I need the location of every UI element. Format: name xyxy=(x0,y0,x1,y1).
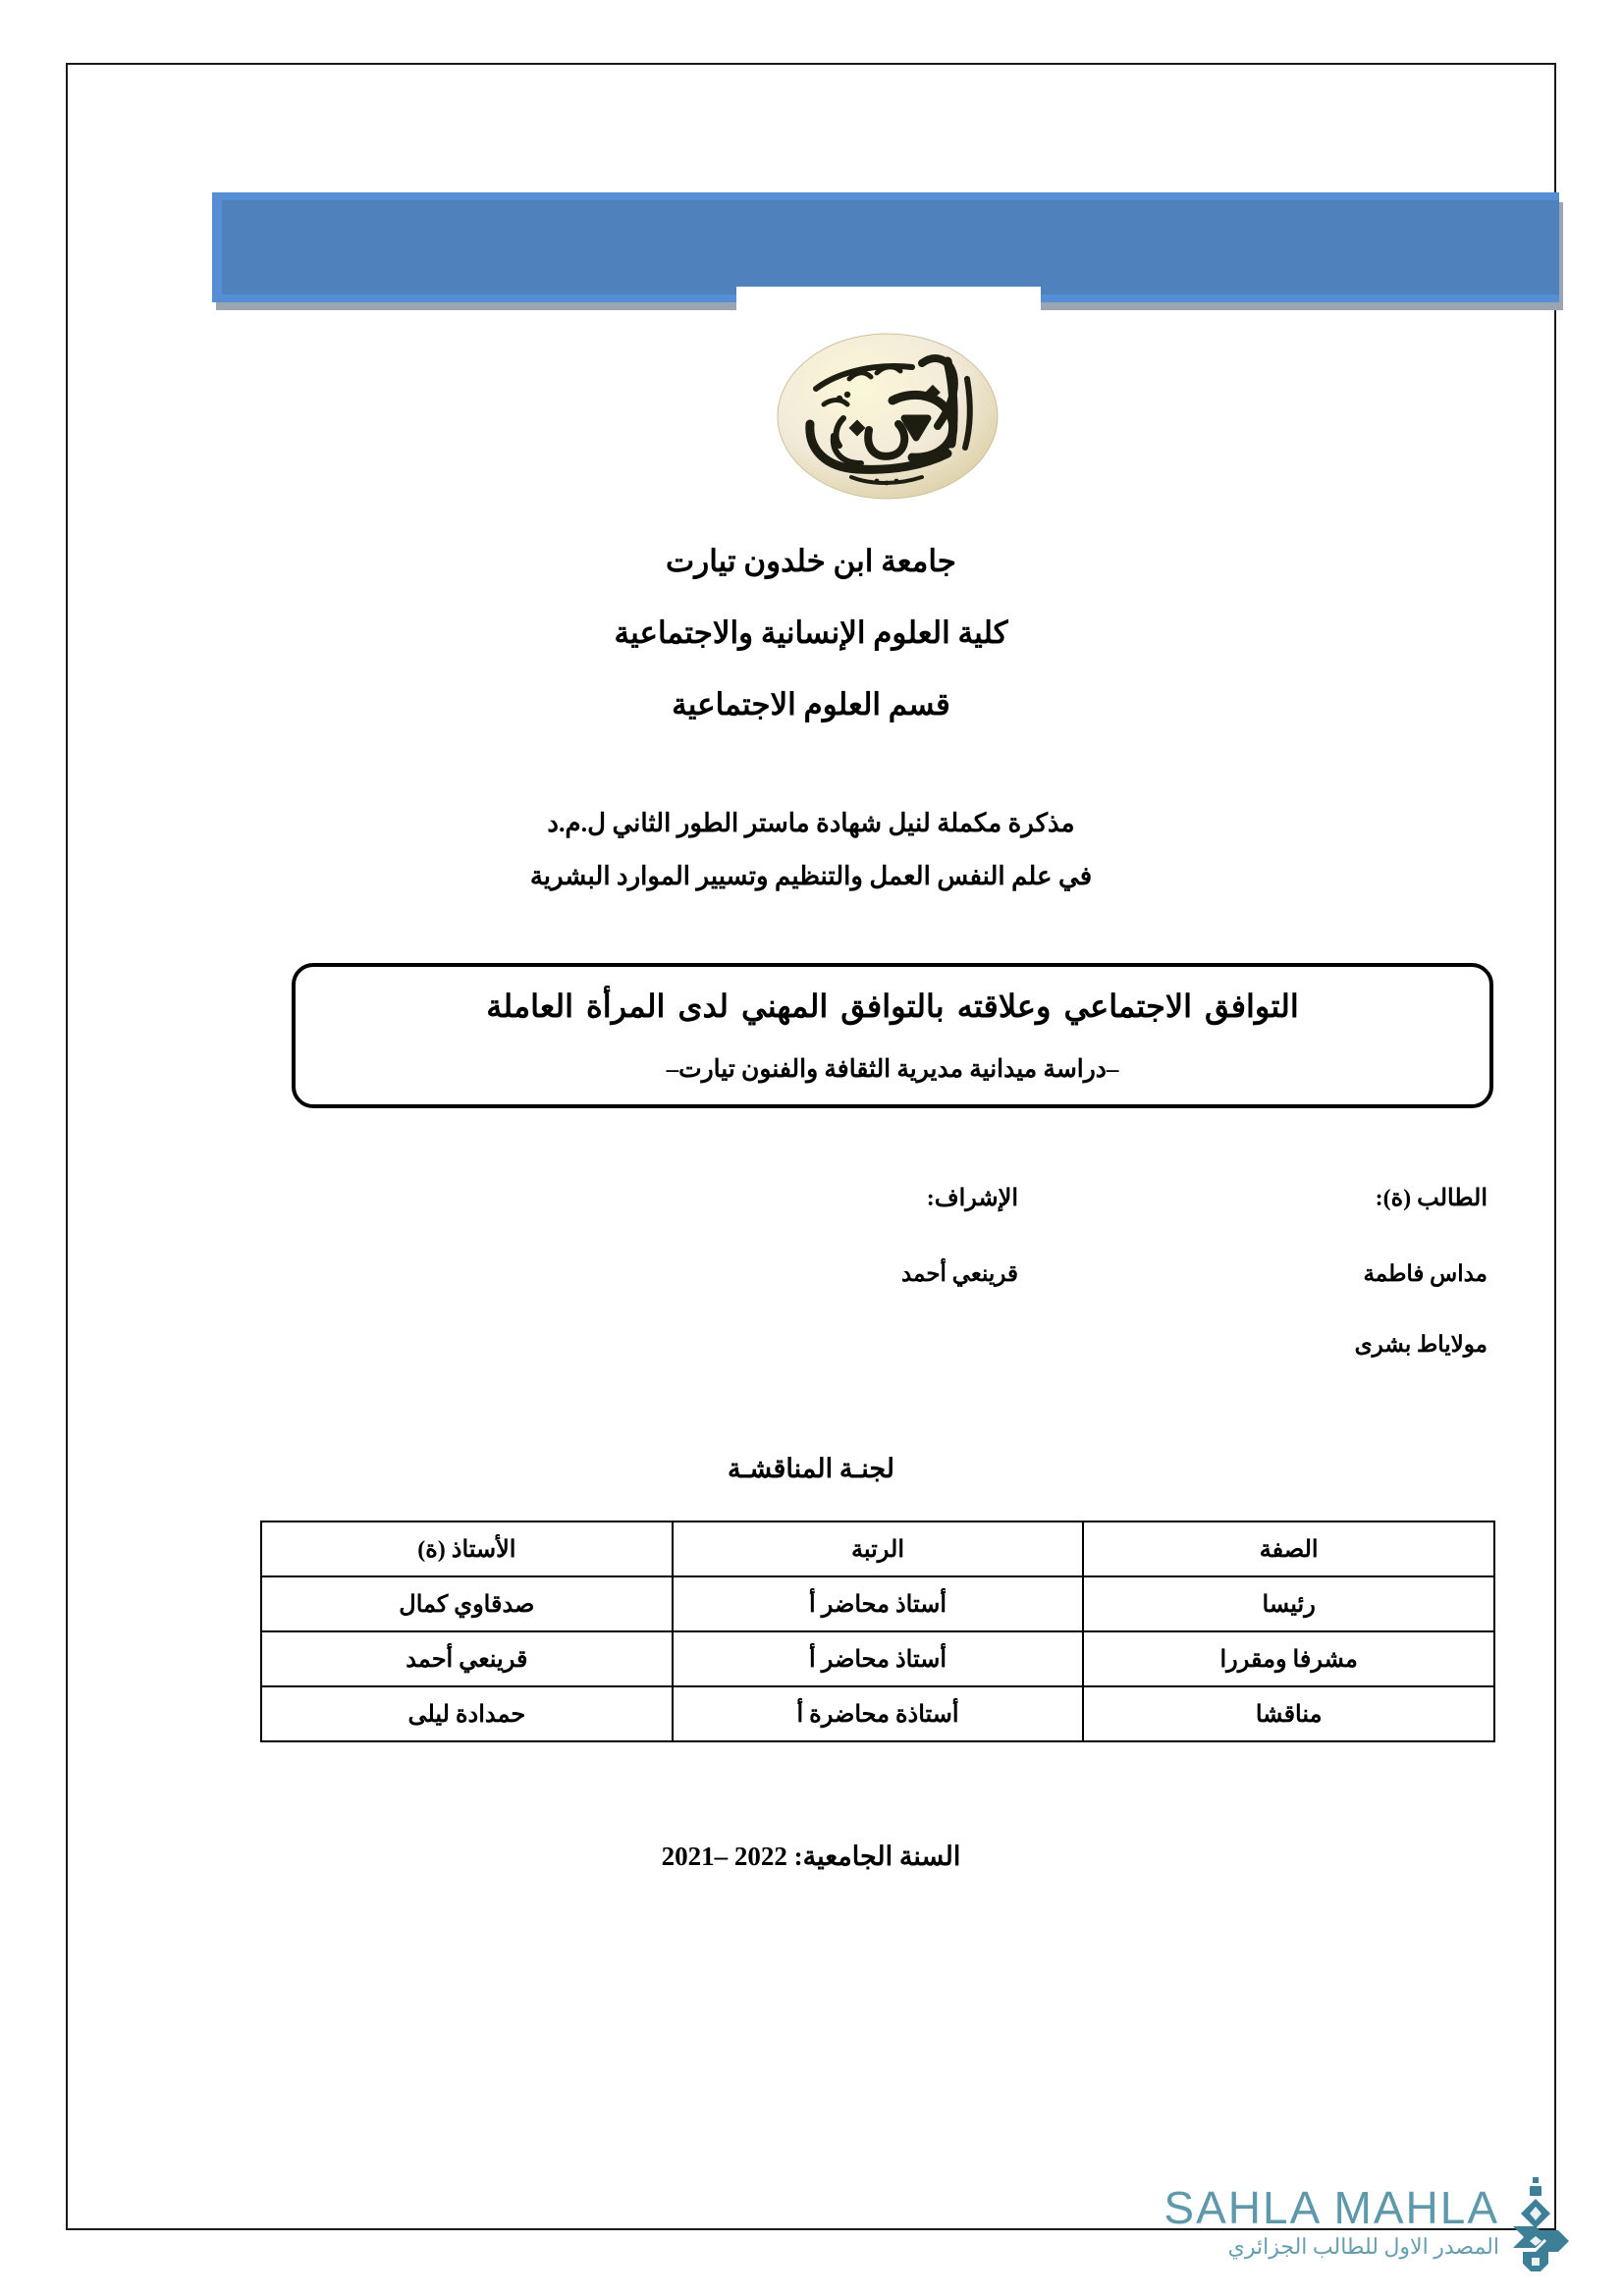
column-header-rank: الرتبة xyxy=(673,1522,1084,1576)
thesis-subtitle: –دراسة ميدانية مديرية الثقافة والفنون تيارت– xyxy=(666,1056,1119,1083)
cell-role: مناقشا xyxy=(1083,1686,1494,1741)
column-header-professor: الأستاذ (ة) xyxy=(261,1522,673,1576)
university-seal-icon xyxy=(745,310,1030,521)
table-row xyxy=(261,1631,1494,1686)
authors-section xyxy=(292,1184,1493,1380)
watermark-brand: SAHLA MAHLA xyxy=(1163,2182,1499,2233)
student-column xyxy=(983,1184,1493,1403)
supervisor-label: الإشراف: xyxy=(926,1186,1018,1211)
cell-role: مشرفا ومقررا xyxy=(1083,1631,1494,1686)
degree-line-1: مذكرة مكملة لنيل شهادة ماستر الطور الثاني ل.م.د xyxy=(547,809,1075,837)
supervisor-name-1: قرينعي أحمد xyxy=(900,1261,1018,1286)
department-name: قسم العلوم الاجتماعية xyxy=(672,687,950,721)
cell-rank: أستاذ محاضر أ xyxy=(673,1576,1084,1631)
student-name-1: مداس فاطمة xyxy=(1363,1261,1488,1286)
cell-professor: قرينعي أحمد xyxy=(261,1631,673,1686)
student-name-2: مولاياط بشرى xyxy=(1354,1332,1488,1357)
table-header-row xyxy=(261,1522,1494,1576)
institution-heading xyxy=(68,546,1554,761)
table-row xyxy=(261,1686,1494,1741)
column-header-role: الصفة xyxy=(1083,1522,1494,1576)
thesis-title-box xyxy=(292,963,1493,1108)
sahla-mahla-diamond-logo-icon xyxy=(1501,2175,1570,2273)
watermark-tagline: المصدر الاول للطالب الجزائري xyxy=(1227,2234,1499,2259)
university-name: جامعة ابن خلدون تيارت xyxy=(666,544,956,578)
table-row xyxy=(261,1576,1494,1631)
jury-heading: لجنـة المناقشـة xyxy=(727,1454,895,1483)
watermark-text xyxy=(1163,2182,1499,2260)
cell-rank: أستاذ محاضر أ xyxy=(673,1631,1084,1686)
academic-year-label: السنة الجامعية: xyxy=(793,1842,961,1871)
header-banner xyxy=(212,192,1563,310)
degree-line-2: في علم النفس العمل والتنظيم وتسيير الموارد البشرية xyxy=(529,862,1093,890)
degree-statement xyxy=(68,811,1554,917)
cell-rank: أستاذة محاضرة أ xyxy=(673,1686,1084,1741)
faculty-name: كلية العلوم الإنسانية والاجتماعية xyxy=(614,615,1008,650)
banner-fill xyxy=(222,200,1559,294)
thesis-title: التوافق الاجتماعي وعلاقته بالتوافق المهني لدى المرأة العاملة xyxy=(486,988,1299,1024)
student-label: الطالب (ة): xyxy=(1375,1186,1488,1211)
cell-professor: حمدادة ليلى xyxy=(261,1686,673,1741)
cell-role: رئيسا xyxy=(1083,1576,1494,1631)
jury-table xyxy=(260,1521,1495,1742)
page-border xyxy=(66,63,1556,2259)
watermark xyxy=(1158,2175,1570,2293)
cell-professor: صدقاوي كمال xyxy=(261,1576,673,1631)
academic-year xyxy=(68,1842,1554,1872)
academic-year-value: 2022 –2021 xyxy=(661,1842,787,1871)
supervisor-column xyxy=(508,1184,1018,1332)
